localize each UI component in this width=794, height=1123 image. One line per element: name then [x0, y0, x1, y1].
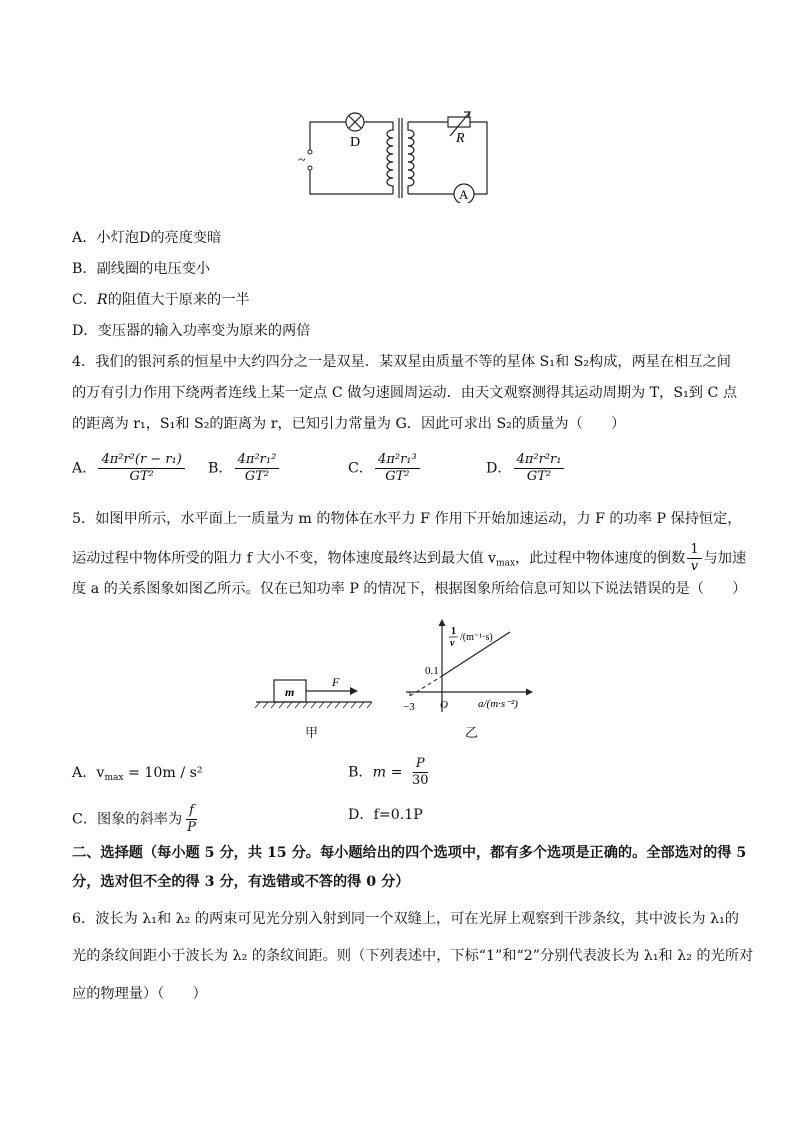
q4-option-c-label: C． [348, 460, 374, 477]
q5-stem-line2-part1: 运动过程中物体所受的阻力 f 大小不变，物体速度最终达到最大值 v [72, 550, 497, 567]
q5-option-b-lhs: m = [372, 764, 407, 781]
q4-option-c-numerator: 4π²r₁³ [375, 452, 420, 469]
q5-option-b-denominator: 30 [412, 773, 429, 788]
q3-option-c-label: C． [72, 292, 98, 308]
block-mass-label: m [285, 685, 295, 699]
q5-stem-line2-part2: ，此过程中物体速度的倒数 [515, 550, 686, 567]
q5-stem-line1: 5．如图甲所示，水平面上一质量为 m 的物体在水平力 F 作用下开始加速运动，力 F 的功率 P 保持恒定， [72, 511, 742, 527]
q5-option-c-fraction [184, 803, 199, 836]
q3-option-c-var: R [97, 292, 108, 308]
q5-reciprocal-v-numerator: 1 [687, 542, 701, 559]
q4-stem-line2: 的万有引力作用下绕两者连线上某一定点 C 做匀速圆周运动．由天文观察测得其运动周期为 T，S₁到 C 点 [72, 385, 738, 401]
q3-option-b: B．副线圈的电压变小 [72, 261, 211, 277]
section2-heading-line2: 分，选对但不全的得 3 分，有选错或不答的得 0 分） [72, 874, 410, 890]
q4-stem-line1: 4．我们的银河系的恒星中大约四分之一是双星．某双星由质量不等的星体 S₁和 S₂构成，两星在相互之间 [72, 354, 731, 370]
q5-option-c [72, 803, 201, 836]
q4-option-c-fraction [375, 452, 420, 485]
q3-option-d: D．变压器的输入功率变为原来的两倍 [72, 323, 311, 339]
q4-option-b [208, 452, 281, 485]
graph-x-axis-label: a/(m·s⁻²) [478, 698, 518, 710]
figure-yi-graph [400, 616, 550, 716]
q5-option-a-value: = 10m / s² [123, 765, 203, 781]
transformer-circuit-diagram [298, 108, 493, 203]
q3-option-a: A．小灯泡D的亮度变暗 [72, 230, 222, 246]
graph-y-axis-denominator: v [450, 638, 455, 649]
graph-x-tick: −3 [403, 701, 415, 713]
q6-stem-line2: 光的条纹间距小于波长为 λ₂ 的条纹间距。则（下列表述中，下标“1”和“2”分别代表波长为 λ₁和 λ₂ 的光所对 [72, 948, 754, 964]
q5-option-d: D．f=0.1P [348, 807, 423, 823]
figure-yi-caption: 乙 [465, 726, 479, 741]
section2-heading-line1: 二、选择题（每小题 5 分，共 15 分。每小题给出的四个选项中，都有多个选项是正确的。全部选对的得 5 [72, 845, 747, 861]
lamp-label: D [350, 135, 361, 150]
force-label: F [332, 675, 340, 689]
q5-option-b [348, 756, 434, 789]
q6-stem-line3: 应的物理量）（ ） [72, 986, 207, 1002]
ac-source-symbol: ~ [298, 153, 306, 168]
q4-option-c [348, 452, 422, 485]
q4-option-b-fraction [235, 452, 280, 485]
q5-option-c-label: C．图象的斜率为 [72, 811, 183, 828]
resistor-label: R [456, 131, 465, 146]
q5-stem-line2 [72, 542, 746, 575]
q6-stem-line1: 6．波长为 λ₁和 λ₂ 的两束可见光分别入射到同一个双缝上，可在光屏上观察到干涉条纹，其中波长为 λ₁的 [72, 911, 739, 927]
q4-option-d-denominator: GT² [526, 469, 552, 484]
q5-option-c-denominator: P [187, 820, 196, 835]
q4-option-a-numerator: 4π²r²(r − r₁) [98, 452, 184, 469]
q4-stem-line3: 的距离为 r₁，S₁和 S₂的距离为 r，已知引力常量为 G．因此可求出 S₂的质量为（ ） [72, 416, 626, 432]
q4-option-d-fraction [514, 452, 565, 485]
q5-option-b-numerator: P [413, 756, 428, 773]
q5-option-c-numerator: f [186, 803, 197, 820]
q4-option-c-denominator: GT² [385, 469, 410, 484]
q5-option-a-text: A．v [72, 765, 105, 781]
q5-option-b-fraction [409, 756, 432, 789]
q4-option-a [72, 452, 187, 485]
graph-y-axis-numerator: 1 [451, 626, 456, 637]
q4-option-b-numerator: 4π²r₁² [235, 452, 280, 469]
q4-option-d [486, 452, 566, 485]
q5-stem-line3: 度 a 的关系图象如图乙所示。仅在已知功率 P 的情况下，根据图象所给信息可知以下说法错误的是（ ） [72, 581, 747, 597]
q3-option-c [72, 290, 250, 310]
q5-option-b-label: B． [348, 764, 373, 781]
graph-origin-label: O [440, 699, 448, 711]
q4-option-a-denominator: GT² [129, 469, 154, 484]
q5-option-a [72, 763, 203, 788]
figure-jia-block-diagram [252, 670, 377, 715]
q4-option-a-fraction [98, 452, 184, 485]
q4-option-b-denominator: GT² [244, 469, 270, 484]
q5-stem-line2-part3: 与加速 [703, 550, 747, 567]
q5-reciprocal-v-denominator: v [690, 559, 699, 574]
graph-y-axis-unit: /(m⁻¹·s) [460, 632, 493, 643]
q4-option-d-label: D． [486, 460, 512, 477]
graph-y-tick: 0.1 [425, 665, 439, 677]
q3-option-c-text: 的阻值大于原来的一半 [107, 292, 250, 308]
q5-vmax-subscript: max [496, 558, 516, 569]
figure-jia-caption: 甲 [305, 726, 319, 741]
q4-option-b-label: B． [208, 460, 233, 477]
q4-option-d-numerator: 4π²r²r₁ [514, 452, 565, 469]
ammeter-label: A [459, 187, 469, 202]
q4-option-a-label: A． [72, 460, 97, 477]
q5-reciprocal-v-fraction [687, 542, 701, 575]
q5-option-a-subscript: max [104, 773, 124, 783]
